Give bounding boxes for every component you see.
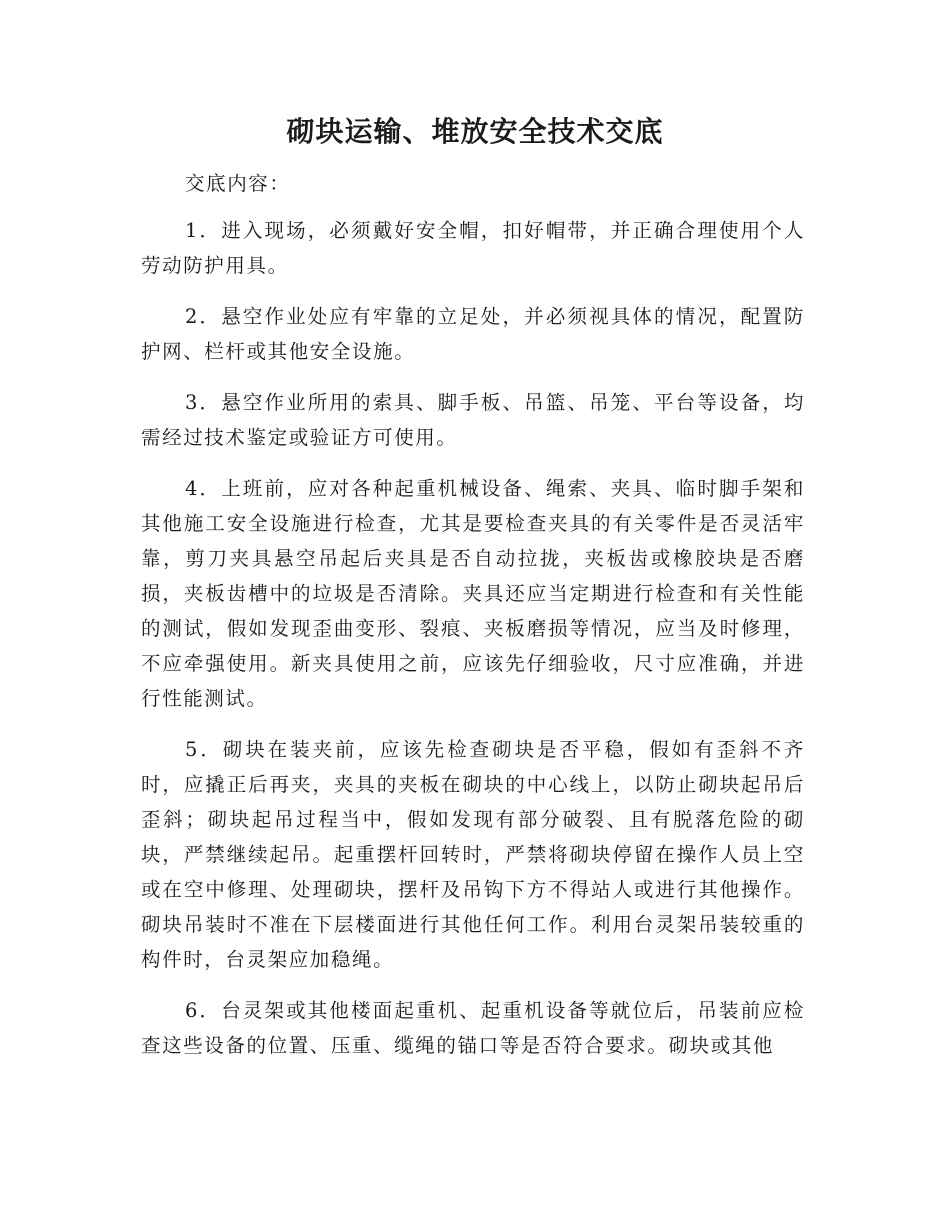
- document-body: [141, 166, 805, 1079]
- document-title: 砌块运输、堆放安全技术交底: [286, 115, 664, 148]
- intro-label: 交底内容：: [185, 172, 291, 195]
- paragraph-4: 4．上班前，应对各种起重机械设备、绳索、夹具、临时脚手架和其他施工安全设施进行检查，尤其是要检查夹具的有关零件是否灵活牢靠，剪刀夹具悬空吊起后夹具是否自动拉拢，夹板齿或橡胶块是否磨损，夹板齿槽中的垃圾是否清除。夹具还应当定期进行检查和有关性能的测试，假如发现歪曲变形、裂痕、夹板磨损等情况，应当及时修理，不应牵强使用。新夹具使用之前，应该先仔细验收，尺寸应准确，并进行性能测试。: [141, 477, 805, 710]
- paragraph-2: 2．悬空作业处应有牢靠的立足处，并必须视具体的情况，配置防护网、栏杆或其他安全设施。: [141, 305, 805, 363]
- paragraph-5: 5．砌块在装夹前，应该先检查砌块是否平稳，假如有歪斜不齐时，应撬正后再夹，夹具的夹板在砌块的中心线上，以防止砌块起吊后歪斜；砌块起吊过程当中，假如发现有部分破裂、且有脱落危险的砌块，严禁继续起吊。起重摆杆回转时，严禁将砌块停留在操作人员上空或在空中修理、处理砌块，摆杆及吊钩下方不得站人或进行其他操作。砌块吊装时不准在下层楼面进行其他任何工作。利用台灵架吊装较重的构件时，台灵架应加稳绳。: [141, 738, 805, 971]
- paragraph-6: 6．台灵架或其他楼面起重机、起重机设备等就位后，吊装前应检查这些设备的位置、压重、缆绳的锚口等是否符合要求。砌块或其他: [141, 999, 805, 1057]
- paragraph-3: 3．悬空作业所用的索具、脚手板、吊篮、吊笼、平台等设备，均需经过技术鉴定或验证方可使用。: [141, 391, 805, 449]
- paragraph-1: 1．进入现场，必须戴好安全帽，扣好帽带，并正确合理使用个人劳动防护用具。: [141, 219, 805, 277]
